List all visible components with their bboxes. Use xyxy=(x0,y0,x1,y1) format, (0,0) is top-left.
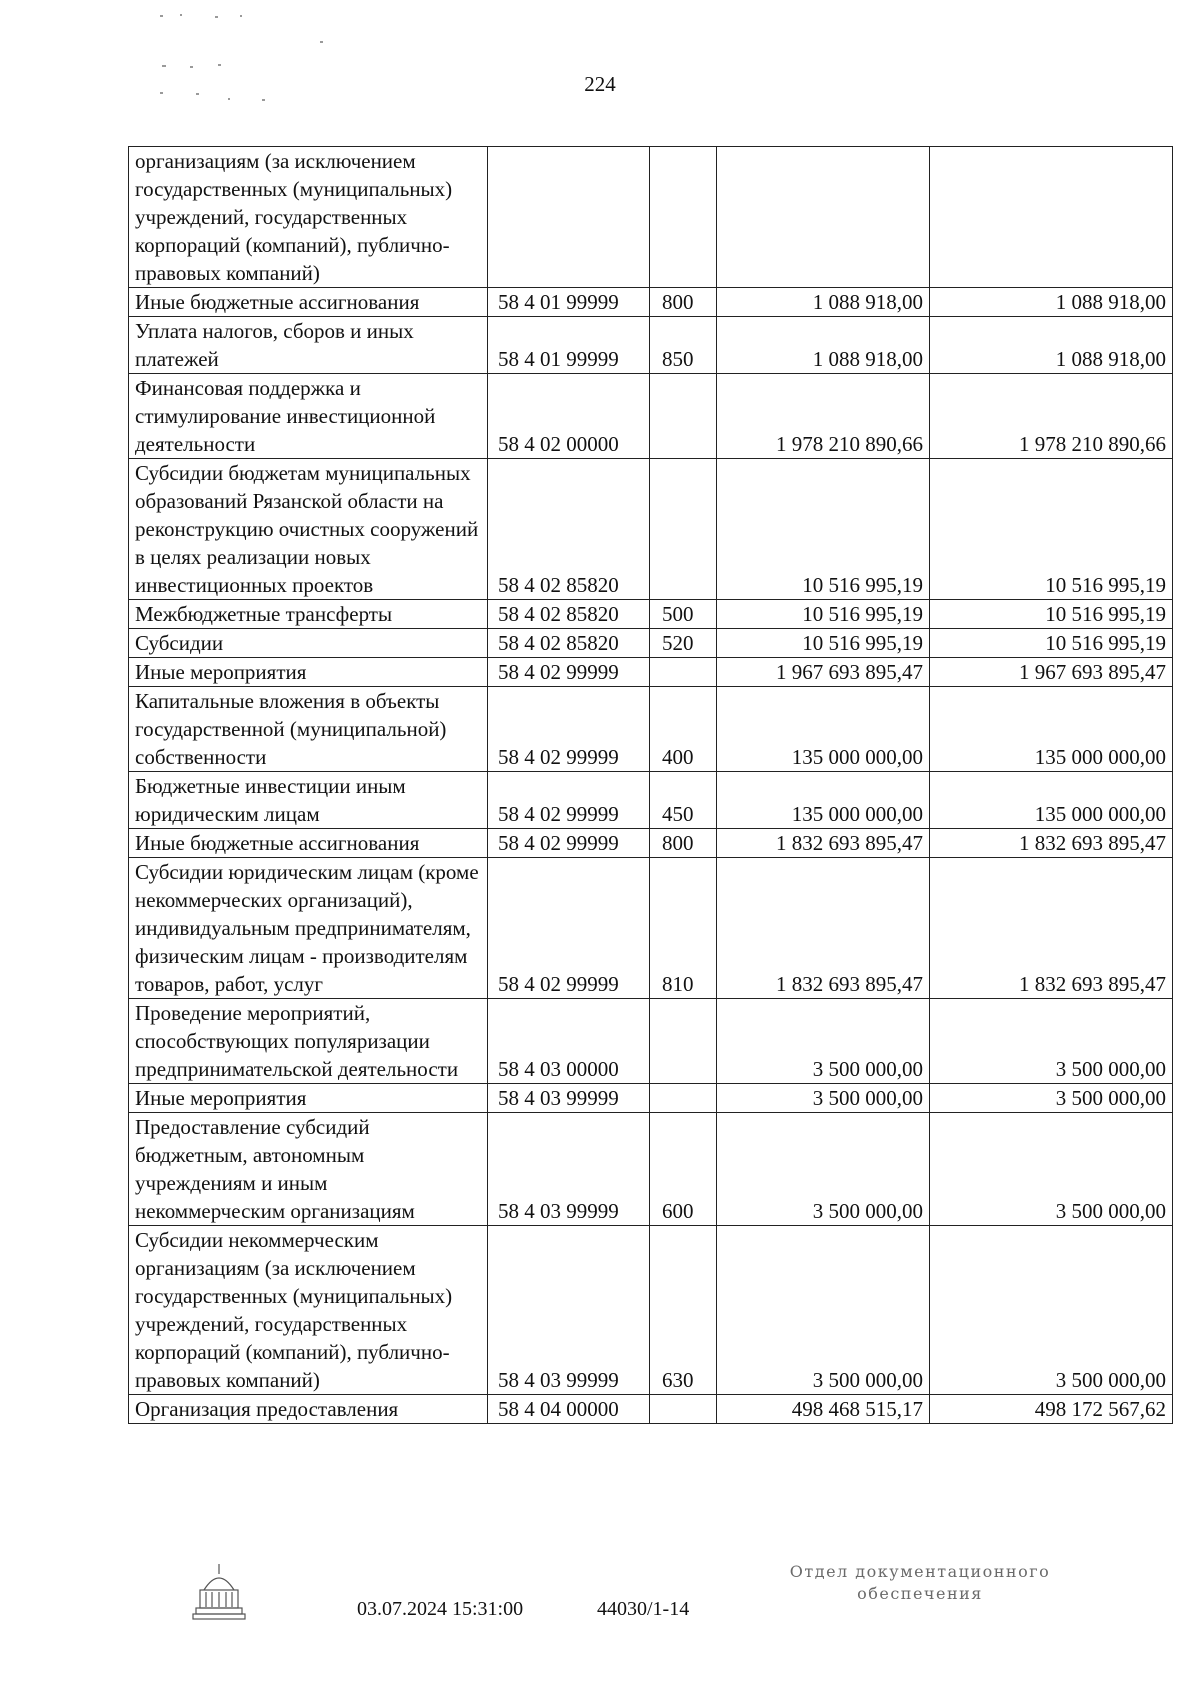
row-sum-2024-cell: 135 000 000,00 xyxy=(717,687,930,772)
row-code-cell: 58 4 02 99999 xyxy=(488,829,650,858)
table-row xyxy=(129,1113,1173,1226)
row-name-cell: Предоставление субсидий бюджетным, автономным учреждениям и иным некоммерческим организациям xyxy=(129,1113,488,1226)
row-type-cell xyxy=(650,658,717,687)
row-code-cell: 58 4 02 99999 xyxy=(488,687,650,772)
row-type-cell: 800 xyxy=(650,829,717,858)
row-sum-2024-cell: 10 516 995,19 xyxy=(717,600,930,629)
row-sum-2025-cell: 3 500 000,00 xyxy=(930,1084,1173,1113)
table-row xyxy=(129,687,1173,772)
row-sum-2024-cell xyxy=(717,147,930,288)
row-name-cell: организациям (за исключением государственных (муниципальных) учреждений, государственных корпораций (компаний), публично-правовых компаний) xyxy=(129,147,488,288)
footer-date: 03.07.2024 15:31:00 xyxy=(357,1598,524,1620)
row-type-cell: 450 xyxy=(650,772,717,829)
row-type-cell: 520 xyxy=(650,629,717,658)
row-sum-2024-cell: 498 468 515,17 xyxy=(717,1395,930,1424)
row-name-cell: Капитальные вложения в объекты государственной (муниципальной) собственности xyxy=(129,687,488,772)
row-code-cell: 58 4 02 99999 xyxy=(488,858,650,999)
table-row xyxy=(129,1226,1173,1395)
row-name-cell: Субсидии некоммерческим организациям (за исключением государственных (муниципальных) учреждений, государственных корпораций (компаний), публично-правовых компаний) xyxy=(129,1226,488,1395)
table-row xyxy=(129,658,1173,687)
row-name-cell: Субсидии бюджетам муниципальных образований Рязанской области на реконструкцию очистных сооружений в целях реализации новых инвестиционных проектов xyxy=(129,459,488,600)
row-sum-2025-cell: 3 500 000,00 xyxy=(930,1113,1173,1226)
row-sum-2024-cell: 1 832 693 895,47 xyxy=(717,829,930,858)
table-row xyxy=(129,288,1173,317)
row-name-cell: Иные мероприятия xyxy=(129,1084,488,1113)
budget-table xyxy=(128,146,1173,1424)
department-stamp xyxy=(770,1561,1070,1605)
row-sum-2024-cell: 3 500 000,00 xyxy=(717,1084,930,1113)
row-sum-2025-cell: 135 000 000,00 xyxy=(930,772,1173,829)
row-code-cell: 58 4 02 85820 xyxy=(488,459,650,600)
budget-table-body xyxy=(129,147,1173,1424)
table-row xyxy=(129,147,1173,288)
row-sum-2024-cell: 1 978 210 890,66 xyxy=(717,374,930,459)
row-type-cell xyxy=(650,1395,717,1424)
row-name-cell: Иные бюджетные ассигнования xyxy=(129,829,488,858)
table-row xyxy=(129,317,1173,374)
row-code-cell: 58 4 03 99999 xyxy=(488,1084,650,1113)
row-sum-2025-cell: 498 172 567,62 xyxy=(930,1395,1173,1424)
row-sum-2025-cell: 1 967 693 895,47 xyxy=(930,658,1173,687)
row-sum-2025-cell: 135 000 000,00 xyxy=(930,687,1173,772)
row-sum-2025-cell xyxy=(930,147,1173,288)
stamp-line-1: Отдел документационного xyxy=(789,1562,1051,1581)
duma-building-logo xyxy=(190,1560,248,1622)
row-sum-2024-cell: 3 500 000,00 xyxy=(717,1226,930,1395)
row-sum-2024-cell: 1 832 693 895,47 xyxy=(717,858,930,999)
row-sum-2025-cell: 3 500 000,00 xyxy=(930,1226,1173,1395)
row-code-cell: 58 4 02 85820 xyxy=(488,629,650,658)
row-sum-2025-cell: 10 516 995,19 xyxy=(930,600,1173,629)
row-sum-2024-cell: 3 500 000,00 xyxy=(717,1113,930,1226)
table-row xyxy=(129,999,1173,1084)
row-code-cell: 58 4 01 99999 xyxy=(488,317,650,374)
row-type-cell xyxy=(650,999,717,1084)
table-row xyxy=(129,459,1173,600)
row-code-cell: 58 4 03 00000 xyxy=(488,999,650,1084)
row-sum-2024-cell: 10 516 995,19 xyxy=(717,459,930,600)
row-code-cell: 58 4 02 99999 xyxy=(488,772,650,829)
row-name-cell: Бюджетные инвестиции иным юридическим лицам xyxy=(129,772,488,829)
row-sum-2025-cell: 10 516 995,19 xyxy=(930,459,1173,600)
row-sum-2025-cell: 3 500 000,00 xyxy=(930,999,1173,1084)
row-sum-2024-cell: 135 000 000,00 xyxy=(717,772,930,829)
row-type-cell: 800 xyxy=(650,288,717,317)
row-sum-2024-cell: 1 088 918,00 xyxy=(717,317,930,374)
row-sum-2025-cell: 1 978 210 890,66 xyxy=(930,374,1173,459)
row-name-cell: Уплата налогов, сборов и иных платежей xyxy=(129,317,488,374)
row-sum-2024-cell: 3 500 000,00 xyxy=(717,999,930,1084)
row-type-cell xyxy=(650,1084,717,1113)
row-sum-2024-cell: 10 516 995,19 xyxy=(717,629,930,658)
row-code-cell: 58 4 02 99999 xyxy=(488,658,650,687)
row-name-cell: Проведение мероприятий, способствующих популяризации предпринимательской деятельности xyxy=(129,999,488,1084)
row-type-cell xyxy=(650,374,717,459)
table-row xyxy=(129,858,1173,999)
scan-noise-marks xyxy=(0,0,1200,120)
row-sum-2025-cell: 1 088 918,00 xyxy=(930,317,1173,374)
row-code-cell xyxy=(488,147,650,288)
row-name-cell: Иные бюджетные ассигнования xyxy=(129,288,488,317)
row-type-cell: 400 xyxy=(650,687,717,772)
table-row xyxy=(129,629,1173,658)
page-number: 224 xyxy=(584,72,616,96)
row-type-cell: 810 xyxy=(650,858,717,999)
row-code-cell: 58 4 02 85820 xyxy=(488,600,650,629)
row-type-cell xyxy=(650,147,717,288)
row-sum-2024-cell: 1 088 918,00 xyxy=(717,288,930,317)
table-row xyxy=(129,374,1173,459)
row-sum-2024-cell: 1 967 693 895,47 xyxy=(717,658,930,687)
table-row xyxy=(129,1084,1173,1113)
row-name-cell: Финансовая поддержка и стимулирование инвестиционной деятельности xyxy=(129,374,488,459)
row-sum-2025-cell: 1 088 918,00 xyxy=(930,288,1173,317)
table-row xyxy=(129,600,1173,629)
table-row xyxy=(129,829,1173,858)
row-code-cell: 58 4 02 00000 xyxy=(488,374,650,459)
row-name-cell: Межбюджетные трансферты xyxy=(129,600,488,629)
row-code-cell: 58 4 03 99999 xyxy=(488,1113,650,1226)
row-name-cell: Иные мероприятия xyxy=(129,658,488,687)
table-row xyxy=(129,772,1173,829)
row-code-cell: 58 4 04 00000 xyxy=(488,1395,650,1424)
row-sum-2025-cell: 10 516 995,19 xyxy=(930,629,1173,658)
row-name-cell: Субсидии юридическим лицам (кроме некоммерческих организаций), индивидуальным предпринимателям, физическим лицам - производителям товаров, работ, услуг xyxy=(129,858,488,999)
row-sum-2025-cell: 1 832 693 895,47 xyxy=(930,829,1173,858)
row-type-cell: 500 xyxy=(650,600,717,629)
row-code-cell: 58 4 01 99999 xyxy=(488,288,650,317)
row-type-cell: 600 xyxy=(650,1113,717,1226)
row-name-cell: Субсидии xyxy=(129,629,488,658)
row-type-cell: 850 xyxy=(650,317,717,374)
row-type-cell xyxy=(650,459,717,600)
table-row xyxy=(129,1395,1173,1424)
row-name-cell: Организация предоставления xyxy=(129,1395,488,1424)
stamp-line-2: обеспечения xyxy=(857,1584,983,1603)
row-type-cell: 630 xyxy=(650,1226,717,1395)
row-code-cell: 58 4 03 99999 xyxy=(488,1226,650,1395)
footer-document-number: 44030/1-14 xyxy=(597,1598,690,1620)
row-sum-2025-cell: 1 832 693 895,47 xyxy=(930,858,1173,999)
